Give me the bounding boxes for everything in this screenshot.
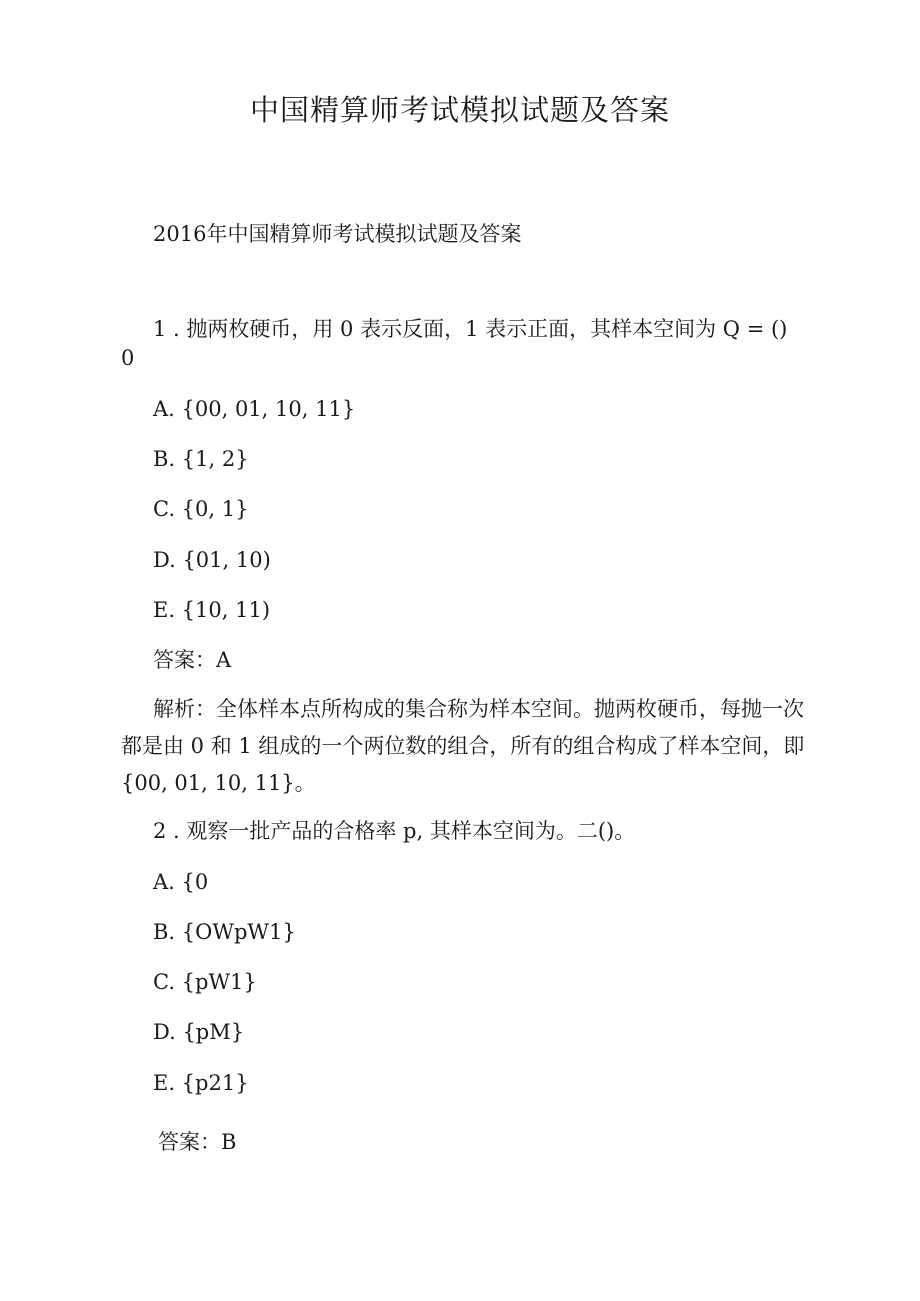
question-2-option-c: C. {pW1}: [153, 970, 257, 994]
question-1-analysis: 解析：全体样本点所构成的集合称为样本空间。抛两枚硬币，每抛一次都是由 0 和 1 组成的一个两位数的组合，所有的组合构成了样本空间，即{00, 01, 10, 11}。: [121, 697, 805, 795]
question-2-option-e: E. {p21}: [153, 1071, 249, 1095]
question-1-option-d: D. {01, 10): [153, 548, 271, 572]
question-1-stem: 1 . 抛两枚硬币，用 0 表示反面，1 表示正面，其样本空间为 Q = () 0: [121, 317, 788, 370]
question-2-option-b: B. {OWpW1}: [153, 920, 296, 944]
question-1-option-a: A. {00, 01, 10, 11}: [153, 397, 356, 421]
document-title: 中国精算师考试模拟试题及答案: [249, 93, 670, 127]
question-1-answer: 答案：A: [153, 648, 232, 672]
question-1-option-c: C. {0, 1}: [153, 497, 249, 521]
question-2-stem: 2 . 观察一批产品的合格率 p, 其样本空间为。二()。: [153, 819, 636, 843]
question-1-option-b: B. {1, 2}: [153, 447, 249, 471]
question-2-option-a: A. {0: [153, 870, 209, 894]
document-subtitle: 2016年中国精算师考试模拟试题及答案: [153, 222, 522, 246]
question-1-option-e: E. {10, 11): [153, 598, 271, 622]
question-2-answer: 答案：B: [158, 1130, 237, 1154]
question-2-option-d: D. {pM}: [153, 1020, 245, 1044]
